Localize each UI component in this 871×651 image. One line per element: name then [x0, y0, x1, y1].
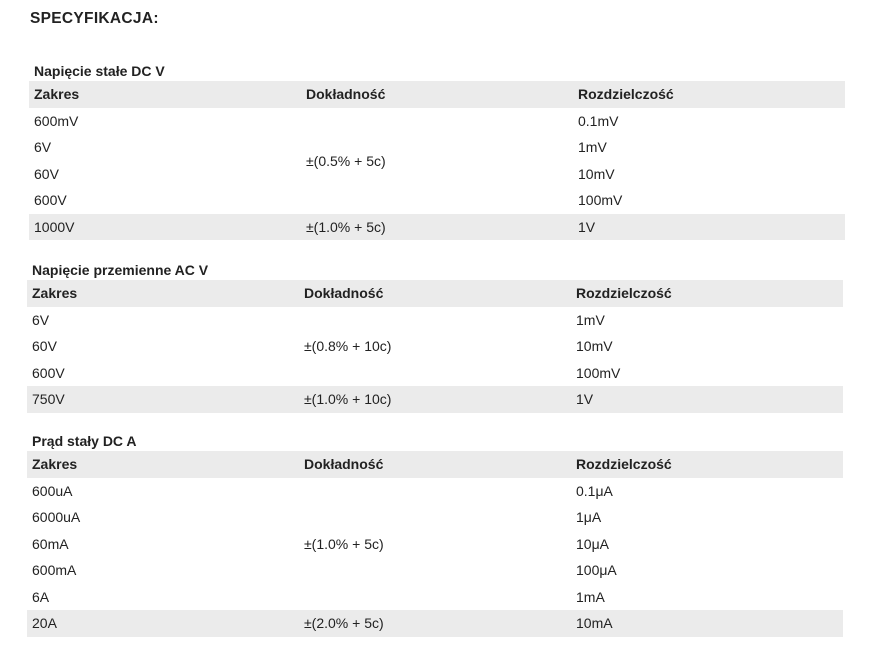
accuracy-cell: ±(0.8% + 10c) [304, 338, 392, 355]
range-cell: 600V [32, 364, 65, 381]
accuracy-cell: ±(1.0% + 10c) [299, 386, 571, 413]
range-cell: 6V [32, 311, 50, 328]
column-header-range: Zakres [27, 451, 299, 478]
resolution-cell: 1mV [576, 311, 605, 328]
accuracy-cell: ±(0.5% + 5c) [306, 152, 386, 169]
range-cell: 600uA [32, 482, 73, 499]
section-title: Napięcie stałe DC V [34, 63, 165, 79]
resolution-cell: 1V [571, 386, 843, 413]
range-cell: 60V [34, 165, 59, 182]
range-cell: 60mA [32, 535, 69, 552]
range-cell: 60V [32, 338, 57, 355]
section-ac-voltage [27, 260, 843, 413]
range-cell: 20A [27, 610, 299, 637]
resolution-cell: 1mA [576, 588, 605, 605]
resolution-cell: 1mV [578, 139, 607, 156]
resolution-cell: 10μA [576, 535, 609, 552]
resolution-cell: 100mV [576, 364, 621, 381]
accuracy-cell: ±(1.0% + 5c) [304, 535, 384, 552]
resolution-cell: 10mV [578, 165, 615, 182]
resolution-cell: 1V [573, 214, 845, 241]
table-row [27, 307, 843, 334]
section-title: Prąd stały DC A [32, 433, 137, 449]
range-cell: 750V [27, 386, 299, 413]
resolution-cell: 0.1μA [576, 482, 613, 499]
table-row [29, 214, 845, 241]
table-header-row [27, 280, 843, 307]
table-header-row [27, 451, 843, 478]
section-dc-current [27, 431, 843, 637]
range-cell: 600mA [32, 562, 77, 579]
table-row [29, 108, 845, 135]
table-row [27, 610, 843, 637]
column-header-accuracy: Dokładność [299, 280, 571, 307]
section-dc-voltage [29, 61, 845, 240]
column-header-resolution: Rozdzielczość [571, 280, 843, 307]
accuracy-cell: ±(1.0% + 5c) [301, 214, 573, 241]
range-cell: 1000V [29, 214, 301, 241]
table-header-row [29, 81, 845, 108]
resolution-cell: 10mA [571, 610, 843, 637]
column-header-resolution: Rozdzielczość [571, 451, 843, 478]
resolution-cell: 100mV [578, 192, 623, 209]
resolution-cell: 0.1mV [578, 112, 619, 129]
resolution-cell: 10mV [576, 338, 613, 355]
column-header-accuracy: Dokładność [301, 81, 573, 108]
spec-table-ac-voltage [27, 280, 843, 413]
range-cell: 600V [34, 192, 67, 209]
spec-table-dc-current [27, 451, 843, 637]
range-cell: 6V [34, 139, 52, 156]
column-header-range: Zakres [27, 280, 299, 307]
resolution-cell: 100μA [576, 562, 617, 579]
column-header-resolution: Rozdzielczość [573, 81, 845, 108]
accuracy-cell: ±(2.0% + 5c) [299, 610, 571, 637]
spec-table-dc-voltage [29, 81, 845, 240]
page-title: SPECYFIKACJA: [30, 10, 159, 27]
resolution-cell: 1μA [576, 509, 602, 526]
table-row [27, 478, 843, 505]
section-title: Napięcie przemienne AC V [32, 262, 209, 278]
range-cell: 6000uA [32, 509, 81, 526]
column-header-accuracy: Dokładność [299, 451, 571, 478]
table-row [27, 386, 843, 413]
column-header-range: Zakres [29, 81, 301, 108]
range-cell: 6A [32, 588, 50, 605]
range-cell: 600mV [34, 112, 79, 129]
